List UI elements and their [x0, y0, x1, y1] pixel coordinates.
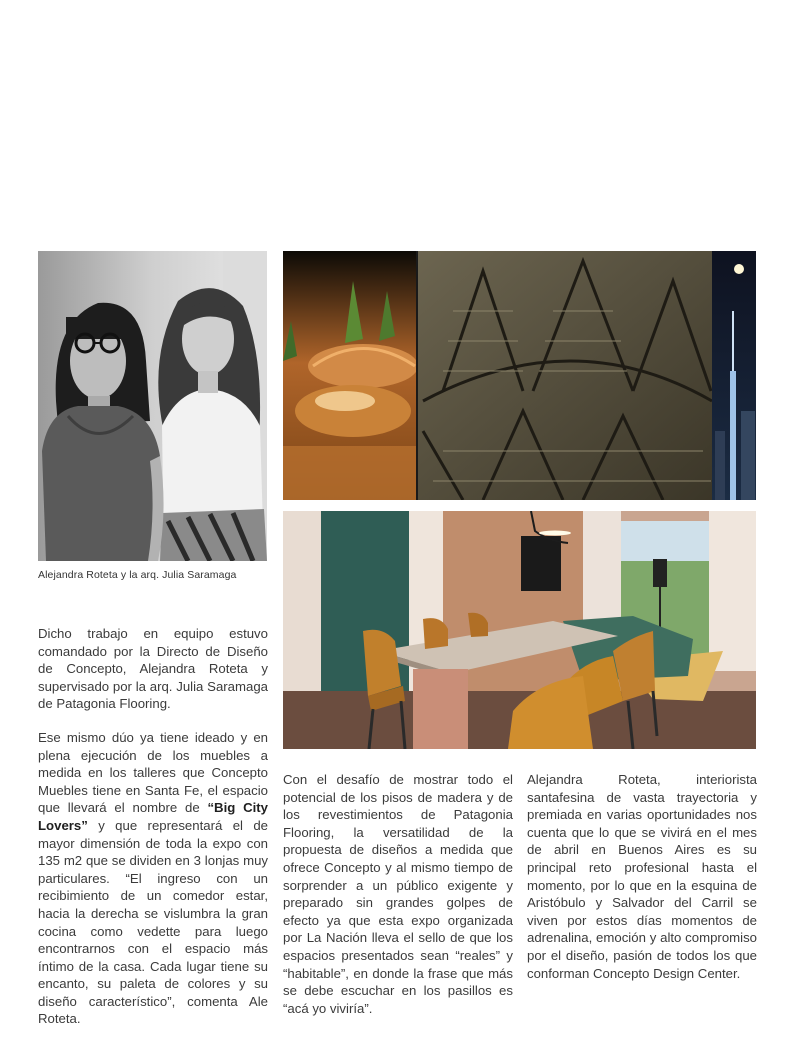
text-run: Ese mismo dúo ya tiene ideado y en plena ejecución de los muebles a medida en los talleres que Concepto Muebles tiene en Santa Fe, el espacio que llevará el nombre de [38, 729, 268, 816]
text-run: y que representará el de mayor dimensión de toda la expo con 135 m2 que se dividen en 3 lonjas muy particulares. “El ingreso con un recibimiento de un comedor estar, hacia la derecha se vislumbra la gran cocina como vedette para luego encontrarnos con el espacio más íntimo de la casa. Cada lugar tiene su encanto, su paleta de colores y su diseño característico”, comenta Ale Roteta. [38, 817, 268, 1027]
portrait-photo-icon [38, 251, 267, 561]
article-column-3 [527, 771, 757, 998]
paragraph: Con el desafío de mostrar todo el potencial de los pisos de madera y de los revestimientos de Patagonia Flooring, la versatilidad de la propuesta de diseños a medida que ofrece Concepto y al mismo tiempo de sorprender a un público exigente y preparado sin grandes golpes de efecto ya que esta expo organizada por La Nación lleva el sello de que los espacios presentados sean “reales” y “habitable”, en donde la frase que más se debe escuchar en los pasillos es “acá yo viviría”. [283, 772, 513, 1016]
dining-room-render-icon [283, 511, 756, 749]
collage-photo-icon [283, 251, 756, 500]
dining-room-render [283, 511, 756, 749]
article-column-2 [283, 771, 513, 1033]
paragraph: Dicho trabajo en equipo estuvo comandado por la Directo de Diseño de Concepto, Alejandra Roteta y supervisado por la arq. Julia Saramaga de Patagonia Flooring. [38, 626, 268, 712]
article-column-1 [38, 625, 268, 1044]
portrait-photo [38, 251, 267, 561]
project-name: “Big City Lovers” [38, 800, 268, 833]
photo-caption: Alejandra Roteta y la arq. Julia Saramaga [38, 569, 237, 581]
collage-photo [283, 251, 756, 500]
paragraph: Alejandra Roteta, interiorista santafesina de vasta trayectoria y premiada en varias oportunidades nos cuenta que lo que se vivirá en el mes de abril en Buenos Aires es su principal reto profesional hasta el momento, por lo que en la esquina de Aristóbulo y Salvador del Carril se viven por estos días momentos de adrenalina, emoción y alto compromiso por el diseño, pasión de todos los que conforman Concepto Design Center. [527, 772, 757, 981]
paragraph [38, 729, 268, 1028]
